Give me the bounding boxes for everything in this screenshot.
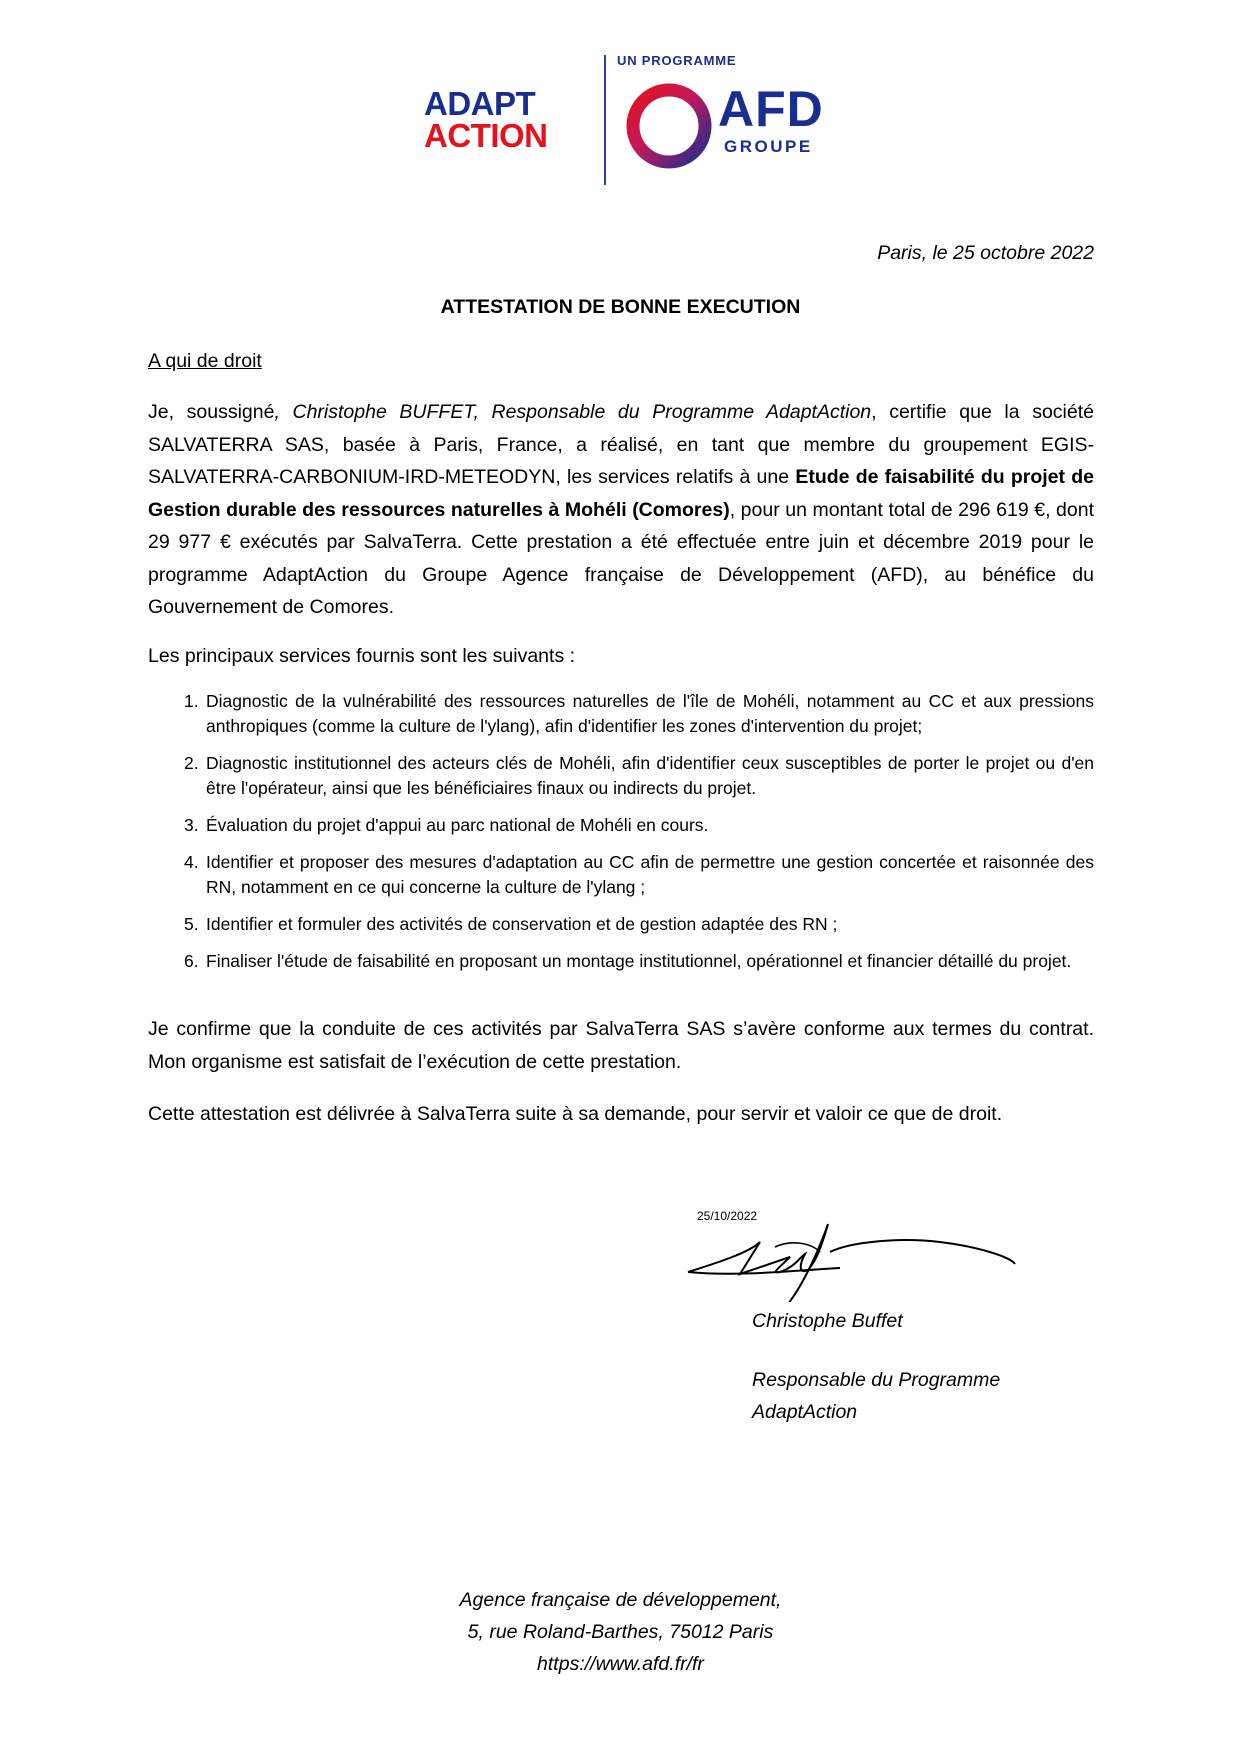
- signatory-role: [752, 1364, 1000, 1428]
- para1-project-title: Etude de faisabilité du projet de Gestion durable des ressources naturelles à Mohéli (Comores): [148, 466, 1094, 521]
- footer: [0, 1584, 1241, 1680]
- list-item: [184, 813, 1094, 838]
- handwritten-signature: [680, 1212, 1020, 1302]
- list-item-number: 2.: [184, 753, 199, 773]
- list-item: [184, 850, 1094, 900]
- logo-action-text: ACTION: [424, 117, 548, 154]
- list-item-number: 4.: [184, 852, 199, 872]
- footer-org: Agence française de développement,: [459, 1589, 782, 1611]
- signatory-role-line2: AdaptAction: [752, 1401, 858, 1423]
- logo-divider: [604, 55, 606, 185]
- para1-part1: Je, soussigné: [148, 401, 275, 423]
- list-item: [184, 751, 1094, 801]
- services-list: [184, 689, 1094, 986]
- logo-adapt-text: ADAPT: [424, 85, 536, 122]
- list-item-text: Identifier et formuler des activités de conservation et de gestion adaptée des RN ;: [206, 914, 838, 934]
- list-item-number: 6.: [184, 951, 199, 971]
- footer-url[interactable]: https://www.afd.fr/fr: [537, 1653, 704, 1675]
- closing-paragraph: Cette attestation est délivrée à SalvaTerra suite à sa demande, pour servir et valoir ce que de droit.: [148, 1103, 1003, 1125]
- list-item-text: Finaliser l'étude de faisabilité en proposant un montage institutionnel, opérationnel et financier détaillé du projet.: [206, 951, 1072, 971]
- afd-ring-icon: [623, 80, 715, 172]
- signatory-name: Christophe Buffet: [752, 1310, 903, 1332]
- list-item: [184, 912, 1094, 937]
- para1-part5: , pour un montant total de 296 619 €, dont 29 977 € exécutés par SalvaTerra. Cette prestation a été effectuée entre juin et décembre 2019 pour le programme AdaptAction du Groupe Agence française de Développement (AFD), au bénéfice du Gouvernement de Comores.: [148, 498, 1094, 618]
- para1-signatory: , Christophe BUFFET, Responsable du Programme AdaptAction: [274, 401, 872, 423]
- confirmation-paragraph: Je confirme que la conduite de ces activités par SalvaTerra SAS s’avère conforme aux termes du contrat. Mon organisme est satisfait de l’exécution de cette prestation.: [148, 1018, 1094, 1073]
- document-title: ATTESTATION DE BONNE EXECUTION: [440, 296, 801, 318]
- afd-groupe-text: GROUPE: [724, 137, 813, 156]
- list-item-text: Évaluation du projet d'appui au parc national de Mohéli en cours.: [206, 815, 709, 835]
- list-item: [184, 949, 1094, 974]
- services-intro: Les principaux services fournis sont les suivants :: [148, 645, 576, 667]
- list-item-text: Diagnostic de la vulnérabilité des ressources naturelles de l'île de Mohéli, notamment au CC et aux pressions anthropiques (comme la culture de l'ylang), afin d'identifier les zones d'intervention du projet;: [206, 691, 1094, 736]
- para1-part3: , certifie que la société SALVATERRA SAS, basée à Paris, France, a réalisé, en tant que membre du groupement EGIS-SALVATERRA-CARBONIUM-IRD-METEODYN, les services relatifs à une: [148, 401, 1094, 488]
- attestation-paragraph: [148, 396, 1094, 624]
- list-item: [184, 689, 1094, 739]
- list-item-number: 5.: [184, 914, 199, 934]
- afd-logo-text: AFD: [718, 81, 824, 137]
- list-item-text: Identifier et proposer des mesures d'adaptation au CC afin de permettre une gestion concertée et raisonnée des RN, notamment en ce qui concerne la culture de l'ylang ;: [206, 852, 1094, 897]
- programme-label: UN PROGRAMME: [617, 53, 737, 68]
- list-item-number: 3.: [184, 815, 199, 835]
- list-item-text: Diagnostic institutionnel des acteurs clés de Mohéli, afin d'identifier ceux susceptibles de porter le projet ou d'en être l'opérateur, ainsi que les bénéficiaires finaux ou indirects du projet.: [206, 753, 1094, 798]
- list-item-number: 1.: [184, 691, 199, 711]
- salutation: A qui de droit: [148, 350, 262, 372]
- date-line: Paris, le 25 octobre 2022: [877, 242, 1094, 264]
- signature-date: 25/10/2022: [697, 1209, 758, 1223]
- signatory-role-line1: Responsable du Programme: [752, 1369, 1001, 1391]
- adaptaction-logo: [424, 85, 584, 154]
- footer-address: 5, rue Roland-Barthes, 75012 Paris: [467, 1621, 774, 1643]
